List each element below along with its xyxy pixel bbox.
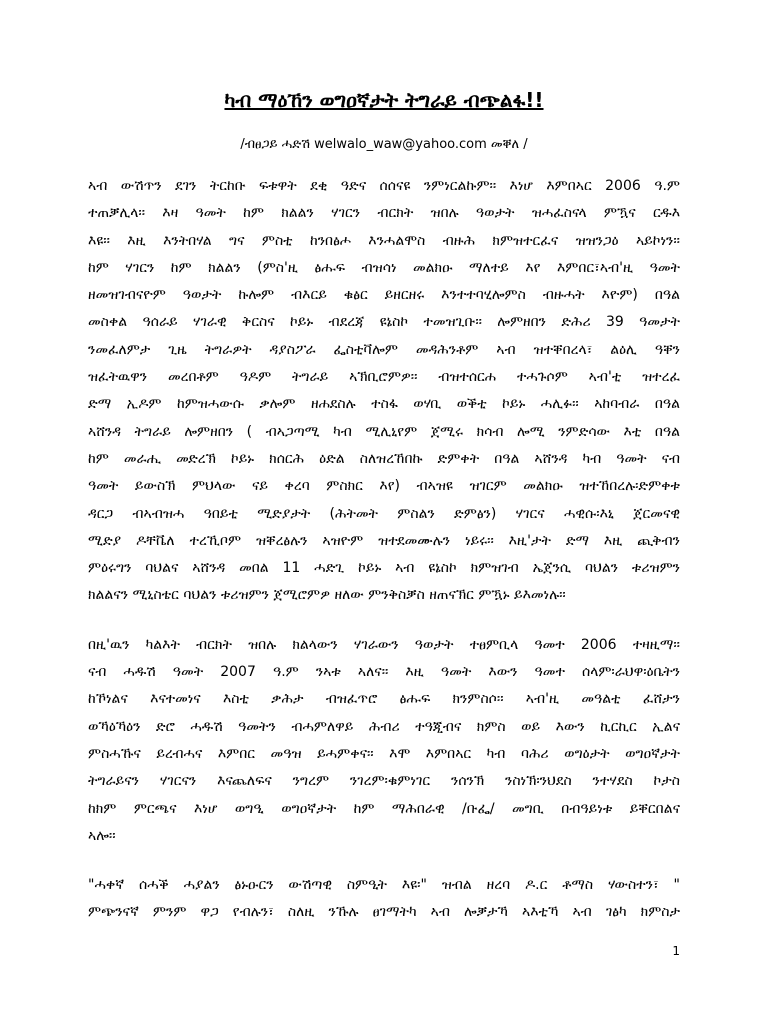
text-line: ኣሎ፡፡ [88, 827, 116, 844]
text-line: ዳርጋ ብኣብዝሓ ዓበይቲ ሚድያታት (ሕትመት ምስልን ድምፅን) ሃገርና ሓዊሱ፡እኒ ጀርመናዊ [88, 505, 680, 522]
text-line: ትግራይናን ሃገርናን እናጨለፍና ንግረም ንገረም፡ቁምነገር ንሰንኽ ንስነኽ፡ንህደስ ንተሃደስ ኮታስ [88, 773, 680, 790]
text-line: ከም መራሒ መድረኽ ኮይኑ ክሰርሕ ዕድል ስለዝረኸበኩ ድምቀት በዓል ኣሸንዳ ካብ ዓመት ናብ [88, 450, 680, 467]
text-line: ወኻዕኻዕን ድሮ ሓዱሽ ዓመትን ብሓምለዋይ ሕብሪ ተዓጂብና ክምስ ወይ እውን ኪርኪር ኢልና [88, 718, 680, 735]
text-line: ኣሸንዳ ትግራይ ሎምዘበን ( ብኣጋጣሚ ካብ ሚሊኒየም ጀሚሩ ክሳብ ሎሚ ንምድሳው እቲ በዓል [88, 423, 680, 440]
text-line: ድማ ኢዶም ከምዝሓውሱ ቃሎም ዘሐደስሉ ተስፋ ወሃቢ ወቕቲ ኮይኑ ሓሊፉ፡፡ ኣከባብራ በዓል [88, 396, 680, 413]
text-line: ከክም ምርጫና እነሆ ወግዒ ወግዐኛታት ከም ማሕበራዊ /ቡፌ/ መግቢ በብዓይነቱ ይቐርበልና [88, 800, 680, 817]
text-line: ከም ሃገርን ከም ክልልን (ምስ'ዚ ፅሑፍ ብዝሳነ መልክዑ ማለተይ እየ እምበር፣ኣብ'ዚ ዓመት [88, 259, 680, 276]
text-line: ናብ ሓዱሽ ዓመት 2007 ዓ.ም ንኣቱ ኣለና፡፡ እዚ ዓመት እውን ዓመተ ሰላም፡ራህዋ፡ዕቤትን [88, 664, 680, 681]
text-line: ክልልናን ሚኒስቴር ባህልን ቱሪዝምን ጀሚሮምዎ ዘለው ምንቅስቓስ ዘጠናኽር ምዃኑ ይእመነሉ፡፡ [88, 587, 566, 604]
text-line: ተጠቓሊላ፡፡ እዛ ዓመት ከም ክልልን ሃገርን ብርክት ዝበሉ ዓወታት ዝሓፈስናላ ምዃና ርዱእ [88, 205, 680, 222]
text-line: ምዕሩግን ባህልና ኣሸንዳ መበል 11 ሓድጊ ኮይኑ ኣብ ዩኔስኮ ክምዝገብ ኤጀንሲ ባህልን ቱሪዝምን [88, 560, 680, 577]
text-line: ከኾነልና እናተመነና እስቲ ቃሕታ ብዝፈጥሮ ፅሑፍ ክንምስሶ፡፡ ኣብ'ዚ መዓልቲ ፈሸታን [88, 691, 680, 708]
paragraph [88, 872, 680, 927]
text-line: እዩ፡፡ እዚ እንትበሃል ግና ምስቲ ከንበፅሖ እንሓልሞስ ብዙሕ ክምዝተርፈና ዝዝንጋዕ ኣይኮነን፡፡ [88, 232, 680, 249]
paragraph [88, 632, 680, 850]
page-number: 1 [672, 944, 680, 958]
text-line: ምስሓኹና ይረብሓና እምበር መዓዝ ይሓምቀና፡፡ እሞ እምበኣር ካብ ባሕሪ ወግዕታት ወግዐኛታት [88, 745, 680, 762]
text-line: ሚድያ ዶቸቬለ ተረኺቦም ዝቐረፅሉን ኣዝዮም ዝተደመሙሉን ነይሩ፡፡ እዚ'ታት ድማ እዚ ጪቅብን [88, 532, 680, 549]
article-title: ካብ ማዕኸን ወግዐኛታት ትግራይ ብጭልፋ!! [224, 88, 544, 112]
text-line: ዘመዝገብናዮም ዓወታት ኩሎም ብእርይ ቁፅር ይዘርዘሩ እንተተባሂሎምስ ብዙሓት እዮም) በዓል [88, 287, 680, 304]
text-line: በዚ'ዉን ካልእት ብርክት ዝበሉ ክልላውን ሃገራውን ዓወታት ተፀምቢላ ዓመተ 2006 ተዛዚማ፡፡ [88, 636, 680, 653]
article-body [88, 173, 680, 949]
text-line: ዝፈትዉዋን መረበቶም ዓዶም ትግራይ ኣኽቢሮምዎ፡፡ ብዝተሰርሐ ተሓጉሶም ኣብ'ቲ ዝተረፈ [88, 369, 680, 386]
paragraph [88, 173, 680, 610]
article-byline: /ብፀጋይ ሓድሽ welwalo_waw@yahoo.com መቐለ / [240, 137, 528, 152]
text-line: መስቀል ዓሰራይ ሃገራዊ ቅርስና ኮይኑ ብደረጃ ዩኔስኮ ተመዝጊቡ፡፡ ሎምዘበን ድሕሪ 39 ዓመታት [88, 314, 680, 331]
text-line: "ሓቀኛ ሰሓቕ ሓያልን ፅኑዑርን ውሽጣዊ ስምዒት እዩ፡" ዝብል ዘረባ ዶ.ር ቶማስ ሃውስተን፣ " [88, 877, 680, 894]
text-line: ምጭንናኛ ምንም ዋጋ የብሉን፣ ስለዚ ንኹሉ ፀገማትካ ኣብ ሎቓታኻ ኣእቲኻ ኣብ ገፅካ ክምስታ [88, 904, 680, 921]
text-line: ንመፈለምታ ጊዜ ትግራዎት ዳያስፖራ ፌስቲቫሎም መዳሕንቶም ኣብ ዝተቐበረላ፣ ልዕሊ ዓቐን [88, 341, 680, 358]
text-line: ዓመት ይውስኽ ምህላው ናይ ቀረባ ምስክር እየ) ብኣዝዩ ዝገርም መልክዑ ዝተኸበረሉ፡ድምቀቱ [88, 478, 680, 495]
text-line: ኣብ ውሽጥን ደገን ትርከቡ ፍቱዋት ደቂ ዓድና ሰሰናዩ ንምነርልኩም፡፡ እነሆ እምበኣር 2006 ዓ.ም [88, 178, 680, 194]
